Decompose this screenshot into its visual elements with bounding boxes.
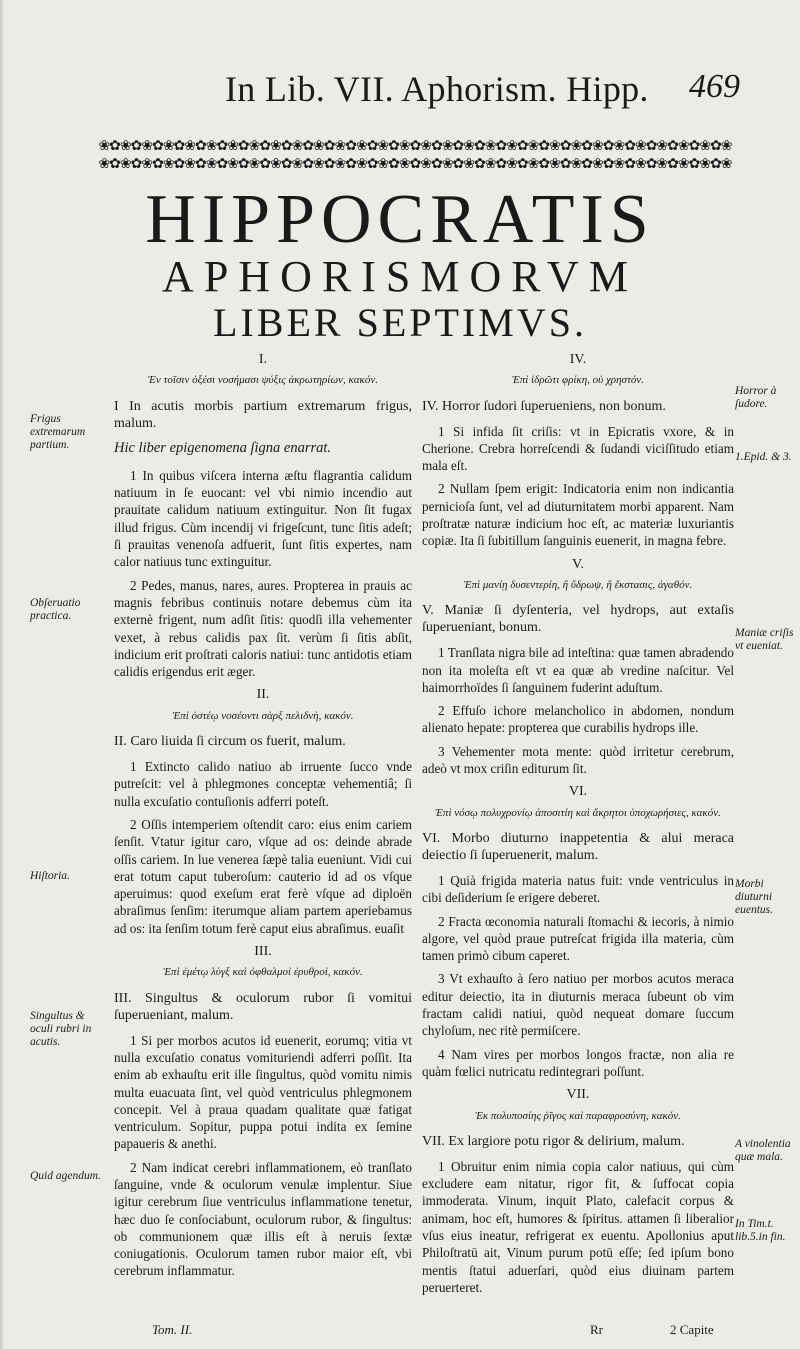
greek-aphorism: Ἐν τοῖσιν ὀξέσι νοσήμασι ψύξις ἀκρωτηρίων, κακόν. — [148, 374, 378, 387]
section-number: II. — [256, 687, 270, 703]
commentary-paragraph: 1 Obruitur enim nimia copia calor natiuus, qui cùm excludere eam nitatur, rigor fit, & ſuffocat copia immoderata. Vinum, inquit Plato, calefacit corpus & animam, hoc eſt, humores & ſpiritus. attamen ſi liberalior vſus eius ineatur, refrigerat ex euentu. Apollonius aput Philoſtratū ait, Vinum purum potū eſſe; ſed ipſum bono mentis ſtatui aduerſari, quòd eius diuinam partem peruerteret. — [422, 1158, 734, 1295]
margin-note-timaeus: In Tim.t. lib.5.in fin. — [735, 1218, 786, 1243]
commentary-paragraph: 1 Si infida ſit criſis: vt in Epicratis vxore, & in Cherione. Crebra horreſcendi & ſudandi viciſſitudo etiam mala eſt. — [422, 423, 734, 474]
commentary-paragraph: 3 Vehementer mota mente: quòd irritetur cerebrum, adeò vt mox criſin editurum ſit. — [422, 743, 734, 777]
margin-note-vinolentia: A vinolentia quæ mala. — [735, 1138, 791, 1163]
book-title: HIPPOCRATIS — [145, 181, 655, 258]
greek-aphorism: Ἐπὶ ἱδρῶτι φρίκη, οὐ χρηστόν. — [511, 374, 645, 387]
commentary-paragraph: 1 Quià frigida materia natus fuit: vnde ventriculus in cibi deſiderium ſe erigere deberet. — [422, 872, 734, 906]
commentary-paragraph: 2 Nullam ſpem erigit: Indicatoria enim non indicantia pernicioſa ſunt, vel ad diuturnitatem morbi apparent. Nam proſtratæ naturæ indicium hoc eſt, ac materiæ luxuriantis copiæ. Ita ſi ſubitillum ſanguinis euenerit, in magna febre. — [422, 481, 734, 549]
signature-mark: Rr — [590, 1322, 603, 1337]
margin-note-obseruatio: Obſeruatio practica. — [30, 597, 81, 622]
running-head — [215, 64, 760, 114]
greek-aphorism: Ἐπὶ μανίῃ δυσεντερίη, ἢ ὕδρωψ, ἢ ἔκστασις, ἀγαθόν. — [463, 578, 693, 591]
aphorism-text: VII. Ex largiore potu rigor & delirium, malum. — [422, 1133, 685, 1149]
commentary-paragraph: 2 Effuſo ichore melancholico in abdomen, nondum alienato hepate: propterea que curabilis hydrops ille. — [422, 703, 734, 736]
greek-aphorism: Ἐπὶ νόσῳ πολυχρονίῳ ἀποσιτίη καὶ ἄκρητοι ὑποχωρήσιες, κακόν. — [435, 806, 721, 819]
aphorism-text: II. Caro liuida ſi circum os fuerit, malum. — [114, 734, 346, 750]
section-number: VI. — [568, 784, 588, 800]
commentary-paragraph: 3 Vt exhauſto à ſero natiuo per morbos acutos meraca editur deiectio, ita in diuturnis meraca ſubeunt ob vim fractam calidi natiui, quòd nequeat domare ſuccum chyloſum, nec ritè permiſcere. — [422, 971, 734, 1039]
margin-note-quid: Quid agendum. — [30, 1170, 101, 1182]
liber-title: LIBER SEPTIMVS. — [213, 300, 587, 345]
section-number: III. — [254, 944, 272, 960]
commentary-paragraph: 1 In quibus viſcera interna æſtu flagrantia calidum natiuum in ſe euocant: vel vbi nimio incendio aut prauitate calidum natiuum extinguitur. Non ſit fugax illud frigus. Cùm incendij vi frigeſcunt, tunc ſitis adeſt; ſi prauitas venenoſa adfuerit, ſunt ſitis expertes, nam calor natiuus tunc extinguitur. — [114, 467, 412, 570]
left-column — [114, 345, 412, 1286]
section-number: VII. — [566, 1087, 590, 1103]
aphorism-text: I In acutis morbis partium extremarum frigus, malum. — [114, 398, 412, 431]
commentary-paragraph: 1 Si per morbos acutos id euenerit, eorumq; vitia vt nulla excuſatio conatus vomituriendi adferri poſſit. Ita enim ab exhauſtu erit ille ſingultus, quòd vomitu nimis multa euacuata ſint, vel quòd ventriculus phlegmonem concepit. Vel à praua quadam qualitate quæ fatigat ventriculum. Sopitur, puppa potui indita ex ſemine papaueris & anethi. — [114, 1032, 412, 1152]
commentary-paragraph: 4 Nam vires per morbos longos fractæ, non alia re quàm fœlici nutricatu redintegrari poſſunt. — [422, 1046, 734, 1079]
section-number: V. — [572, 556, 584, 572]
greek-aphorism: Ἐπὶ ὀστέῳ νοσέοντι σὰρξ πελιδνὴ, κακόν. — [172, 709, 354, 722]
commentary-heading: Hic liber epigenomena ſigna enarrat. — [114, 439, 332, 456]
margin-note-morbi: Morbi diuturni euentus. — [735, 878, 774, 916]
commentary-paragraph: 2 Fracta œconomia naturali ſtomachi & iecoris, à nimio algore, vel quòd praue putreſcat frigida illa materia, cùm tamen primò cibum caperet. — [422, 913, 734, 964]
margin-note-maniae: Maniæ criſis vt eueniat. — [735, 627, 794, 652]
commentary-paragraph: 1 Tranſlata nigra bile ad inteſtina: quæ tamen abradendo non ita moleſta eſt vt ea quæ ab vredine naſcitur. Vel haimorrhoïdes ſi ſanguinem fuderint aduſtum. — [422, 645, 734, 695]
margin-note-singultus: Singultus & oculi rubri in acutis. — [30, 1010, 92, 1048]
book-subtitle: APHORISMORVM — [162, 252, 638, 301]
running-title: In Lib. VII. Aphorism. Hipp. — [225, 69, 649, 109]
catchword: 2 Capite — [670, 1322, 714, 1337]
margin-note-horror: Horror à ſudore. — [735, 385, 777, 410]
commentary-paragraph: 1 Extincto calido natiuo ab irruente ſucco vnde putreſcit: vel à phlegmones conceptæ vehementiâ; ſi nulla excuſatio contuſionis adferri poteſt. — [114, 759, 412, 809]
right-column — [422, 345, 734, 1302]
volume-mark: Tom. II. — [152, 1322, 193, 1337]
aphorism-text: IV. Horror ſudori ſuperueniens, non bonum. — [422, 398, 666, 414]
aphorism-text: VI. Morbo diuturno inappetentia & alui meraca deiectio ſi ſuperuenerit, malum. — [422, 830, 734, 863]
ornament-band-bottom: ❀✿❀✿❀✿❀✿❀✿❀✿❀✿❀✿❀✿❀✿❀✿❀✿❀✿❀✿❀✿❀✿❀✿❀✿❀✿❀✿❀✿❀✿❀✿❀✿❀✿❀✿❀✿❀✿❀✿❀ — [98, 157, 732, 172]
margin-note-frigus: Frigus extremarum partium. — [30, 413, 86, 451]
section-number: IV. — [569, 352, 587, 367]
page-number: 469 — [689, 68, 740, 105]
margin-note-historia: Hiſtoria. — [30, 870, 70, 882]
margin-note-epid: 1.Epid. & 3. — [735, 451, 792, 463]
aphorism-text: III. Singultus & oculorum rubor ſi vomitui ſuperueniant, malum. — [114, 990, 412, 1023]
section-number: I. — [258, 352, 268, 367]
greek-aphorism: Ἐπὶ ἐμέτῳ λὺγξ καὶ ὀφθαλμοὶ ἐρυθροὶ, κακόν. — [163, 966, 363, 979]
aphorism-text: V. Maniæ ſi dyſenteria, vel hydrops, aut extaſis ſuperueniant, bonum. — [422, 603, 734, 636]
ornament-band-top: ❀✿❀✿❀✿❀✿❀✿❀✿❀✿❀✿❀✿❀✿❀✿❀✿❀✿❀✿❀✿❀✿❀✿❀✿❀✿❀✿❀✿❀✿❀✿❀✿❀✿❀✿❀✿❀✿❀✿❀ — [98, 139, 732, 154]
commentary-paragraph: 2 Nam indicat cerebri inflammationem, eò tranſlato ſanguine, vnde & oculorum venulæ implentur. Siue igitur cerebrum ſiue ventriculus inflammatione tenetur, hæc duo ſe conſociabunt, oculorum rubor, & ſingultus: ob communionem quæ illis eſt à neruis ſextæ coniugationis. Oculorum tamen rubor maior eſt, vbi cerebrum inflammatur. — [114, 1159, 412, 1279]
commentary-paragraph: 2 Pedes, manus, nares, aures. Propterea in prauis ac magnis febribus continuis notare debemus cùm ita externè frigent, num adſit ſitis: quodſi illa vehementer vexet, à rebus calidis pax ſit. verùm ſi ſitis abſit, indicium erit proſtrati caloris natiui: tunc antidotis etiam calidis erigendus erit æger. — [114, 577, 412, 680]
greek-aphorism: Ἐκ πολυποσίης ῥῖγος καὶ παραφροσύνη, κακόν. — [475, 1109, 681, 1122]
commentary-paragraph: 2 Oſſis intemperiem oſtendit caro: eius enim cariem ſenſit. Vtatur igitur caro, vſque ad os: deinde abrade oſſis cariem. In lue venerea ſæpè talia eueniunt. Vidi cui erat totum caput tuberoſum: cauterio id ad os vſque aperuimus: quod exeſum erat ferè vſque ad diploën abraſimus ſenſim: iterumque aliam partem aperiebamus ad os: ita ſenſim totum ferè caput eius abraſimus. euaſit — [114, 816, 412, 936]
